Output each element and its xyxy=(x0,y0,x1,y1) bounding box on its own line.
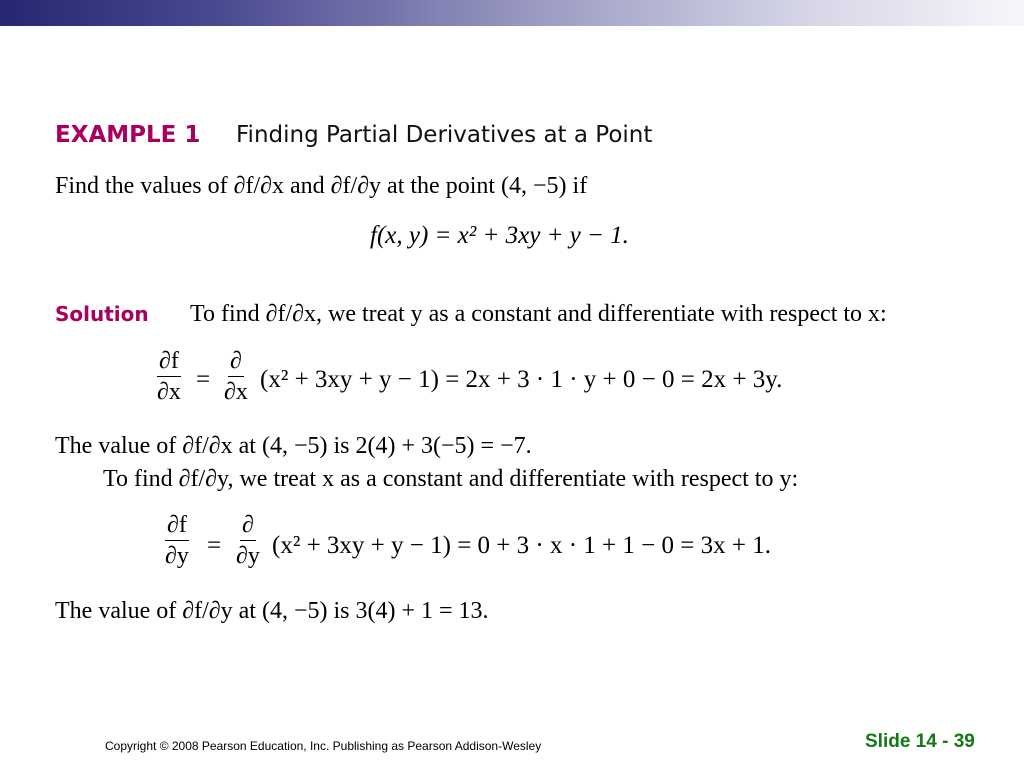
operator-denominator: ∂y xyxy=(236,543,260,569)
solution-intro-y: To find ∂f/∂y, we treat x as a constant and differentiate with respect to y: xyxy=(103,466,799,492)
problem-statement: Find the values of ∂f/∂x and ∂f/∂y at the point (4, −5) if xyxy=(55,173,588,199)
function-definition: f(x, y) = x² + 3xy + y − 1. xyxy=(370,222,629,249)
solution-intro-x: To find ∂f/∂x, we treat y as a constant and differentiate with respect to x: xyxy=(190,301,887,327)
partial-f-partial-y-fraction xyxy=(165,513,189,568)
example-label: EXAMPLE 1 xyxy=(55,122,201,148)
partial-f-partial-x-fraction xyxy=(157,349,181,404)
partial-operator-x-fraction xyxy=(224,349,248,404)
copyright-footer: Copyright © 2008 Pearson Education, Inc. Publishing as Pearson Addison-Wesley xyxy=(105,739,542,753)
derivative-x-expression: (x² + 3xy + y − 1) = 2x + 3 · 1 · y + 0 − 0 = 2x + 3y. xyxy=(260,366,783,393)
fraction-numerator: ∂f xyxy=(157,349,181,377)
operator-numerator: ∂ xyxy=(228,349,244,377)
fraction-numerator: ∂f xyxy=(165,513,189,541)
equals-sign: = xyxy=(207,532,222,559)
partial-operator-y-fraction xyxy=(236,513,260,568)
slide-number: Slide 14 - 39 xyxy=(865,731,975,752)
example-title: Finding Partial Derivatives at a Point xyxy=(236,122,653,148)
value-y-statement: The value of ∂f/∂y at (4, −5) is 3(4) + 1 = 13. xyxy=(55,598,489,624)
equals-sign: = xyxy=(196,366,211,393)
fraction-denominator: ∂y xyxy=(165,543,189,569)
derivative-y-expression: (x² + 3xy + y − 1) = 0 + 3 · x · 1 + 1 − 0 = 3x + 1. xyxy=(272,532,771,559)
operator-numerator: ∂ xyxy=(240,513,256,541)
operator-denominator: ∂x xyxy=(224,379,248,405)
value-x-statement: The value of ∂f/∂x at (4, −5) is 2(4) + 3(−5) = −7. xyxy=(55,433,532,459)
fraction-denominator: ∂x xyxy=(157,379,181,405)
solution-label: Solution xyxy=(55,302,149,326)
header-gradient-bar xyxy=(0,0,1024,26)
